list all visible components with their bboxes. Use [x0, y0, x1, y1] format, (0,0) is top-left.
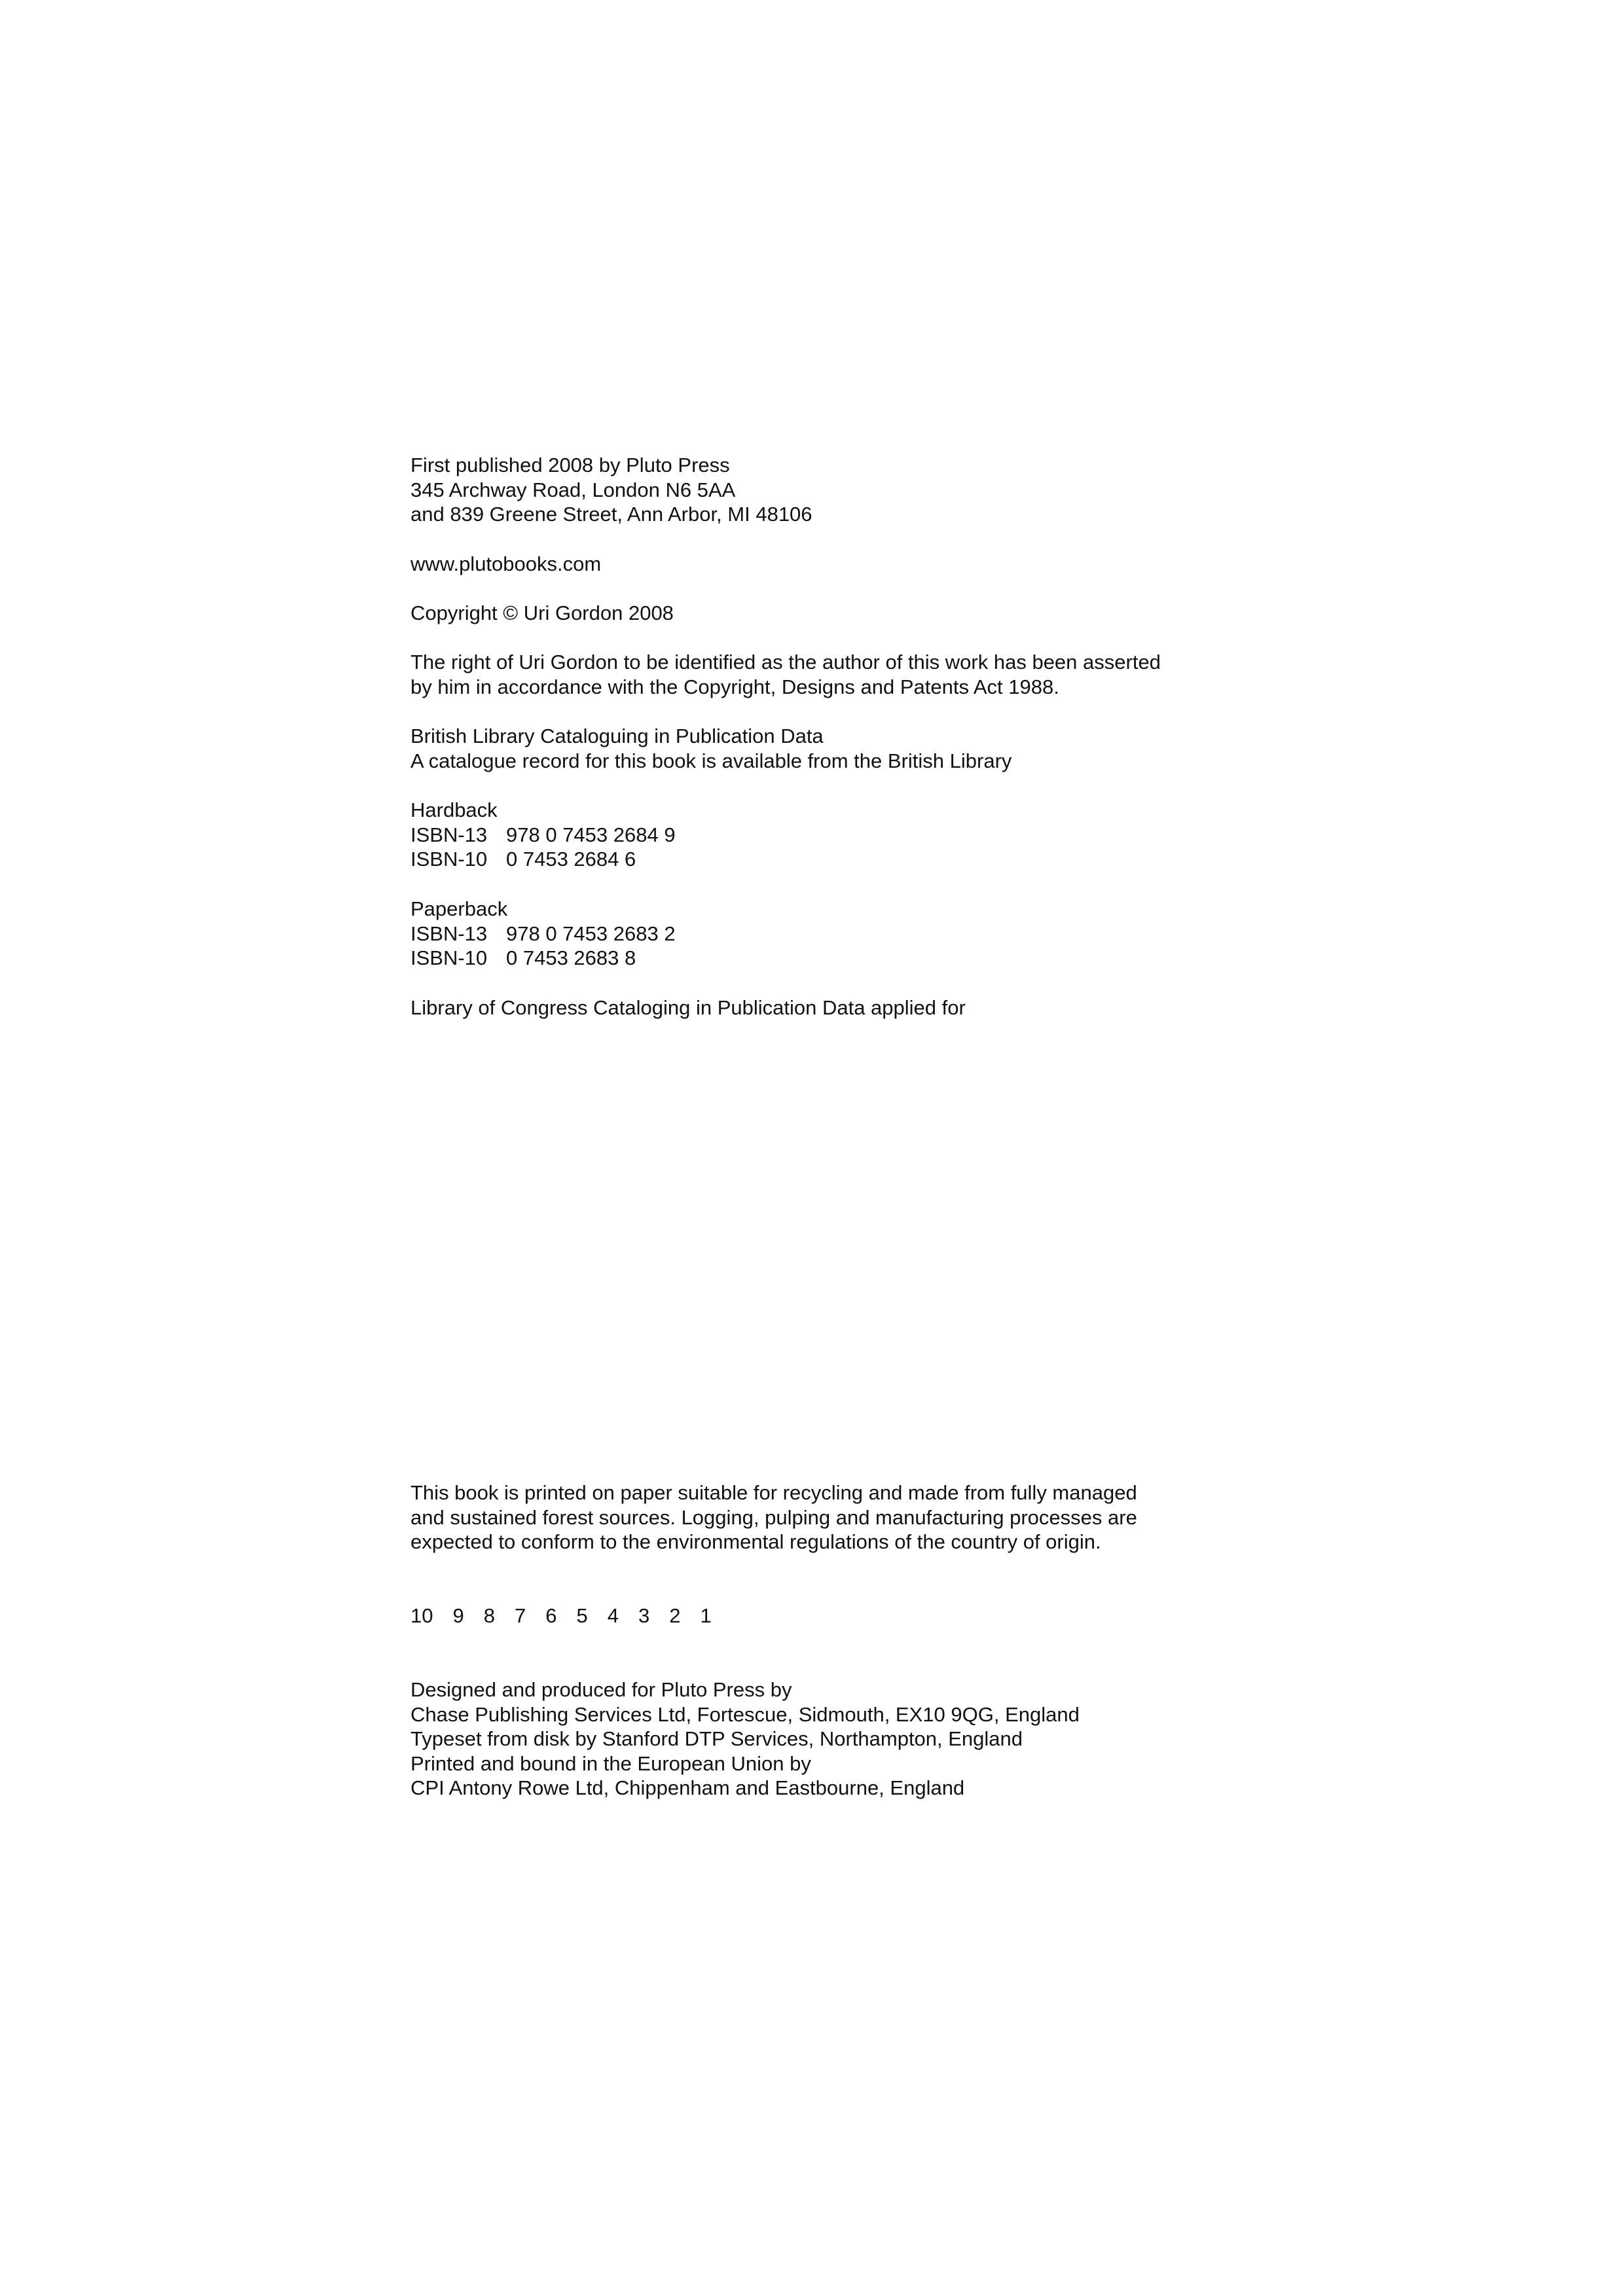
- hardback-isbn10: 0 7453 2684 6: [506, 848, 636, 871]
- print-line: [410, 1604, 1262, 1628]
- paper-note-block: [410, 1480, 1262, 1554]
- paperback-isbn10-row: [410, 946, 1262, 971]
- website-block: [410, 552, 1262, 577]
- production-block: [410, 1677, 1262, 1801]
- paperback-block: [410, 897, 1262, 971]
- publisher-line: First published 2008 by Pluto Press: [410, 454, 730, 476]
- publisher-address-uk: 345 Archway Road, London N6 5AA: [410, 478, 736, 501]
- print-number: 8: [483, 1604, 495, 1627]
- paperback-isbn13: 978 0 7453 2683 2: [506, 922, 676, 945]
- print-number: 1: [700, 1604, 712, 1627]
- paper-note-line: This book is printed on paper suitable for recycling and made from fully managed: [410, 1481, 1137, 1504]
- print-number: 2: [669, 1604, 681, 1627]
- paperback-isbn10: 0 7453 2683 8: [506, 946, 636, 970]
- rights-line: The right of Uri Gordon to be identified as the author of this work has been asserted: [410, 651, 1161, 673]
- production-line: CPI Antony Rowe Ltd, Chippenham and Eastbourne, England: [410, 1776, 965, 1800]
- production-line: Typeset from disk by Stanford DTP Services, Northampton, England: [410, 1727, 1023, 1751]
- hardback-isbn10-row: [410, 847, 1262, 872]
- print-number: 3: [638, 1604, 650, 1627]
- print-number: 7: [514, 1604, 526, 1627]
- copyright-block: [410, 601, 1262, 626]
- publisher-website: www.plutobooks.com: [410, 552, 602, 575]
- print-number: 9: [452, 1604, 464, 1627]
- isbn13-label: ISBN-13: [410, 922, 488, 945]
- publisher-block: [410, 453, 1262, 527]
- paper-note-line: expected to conform to the environmental regulations of the country of origin.: [410, 1530, 1101, 1554]
- paperback-isbn13-row: [410, 922, 1262, 946]
- isbn10-label: ISBN-10: [410, 848, 488, 871]
- british-library-block: [410, 724, 1262, 773]
- publisher-address-us: and 839 Greene Street, Ann Arbor, MI 48106: [410, 503, 812, 526]
- rights-block: [410, 650, 1262, 699]
- copyright-notice: Copyright © Uri Gordon 2008: [410, 601, 674, 624]
- production-line: Chase Publishing Services Ltd, Fortescue, Sidmouth, EX10 9QG, England: [410, 1702, 1080, 1726]
- print-number: 5: [576, 1604, 588, 1627]
- library-of-congress-block: [410, 996, 1262, 1020]
- print-number: 6: [545, 1604, 557, 1627]
- hardback-heading: Hardback: [410, 798, 498, 821]
- isbn13-label: ISBN-13: [410, 823, 488, 846]
- isbn10-label: ISBN-10: [410, 946, 488, 970]
- print-number: 4: [607, 1604, 619, 1627]
- production-line: Designed and produced for Pluto Press by: [410, 1678, 792, 1701]
- hardback-isbn13: 978 0 7453 2684 9: [506, 823, 676, 846]
- hardback-isbn13-row: [410, 823, 1262, 848]
- paper-note-line: and sustained forest sources. Logging, pulping and manufacturing processes are: [410, 1505, 1137, 1529]
- hardback-block: [410, 798, 1262, 872]
- paperback-heading: Paperback: [410, 897, 508, 920]
- library-of-congress-note: Library of Congress Cataloging in Publication Data applied for: [410, 996, 966, 1019]
- rights-line: by him in accordance with the Copyright, Designs and Patents Act 1988.: [410, 675, 1059, 698]
- british-library-note: A catalogue record for this book is available from the British Library: [410, 749, 1012, 772]
- print-number: 10: [410, 1604, 433, 1627]
- british-library-heading: British Library Cataloguing in Publication Data: [410, 725, 824, 747]
- production-line: Printed and bound in the European Union by: [410, 1751, 811, 1775]
